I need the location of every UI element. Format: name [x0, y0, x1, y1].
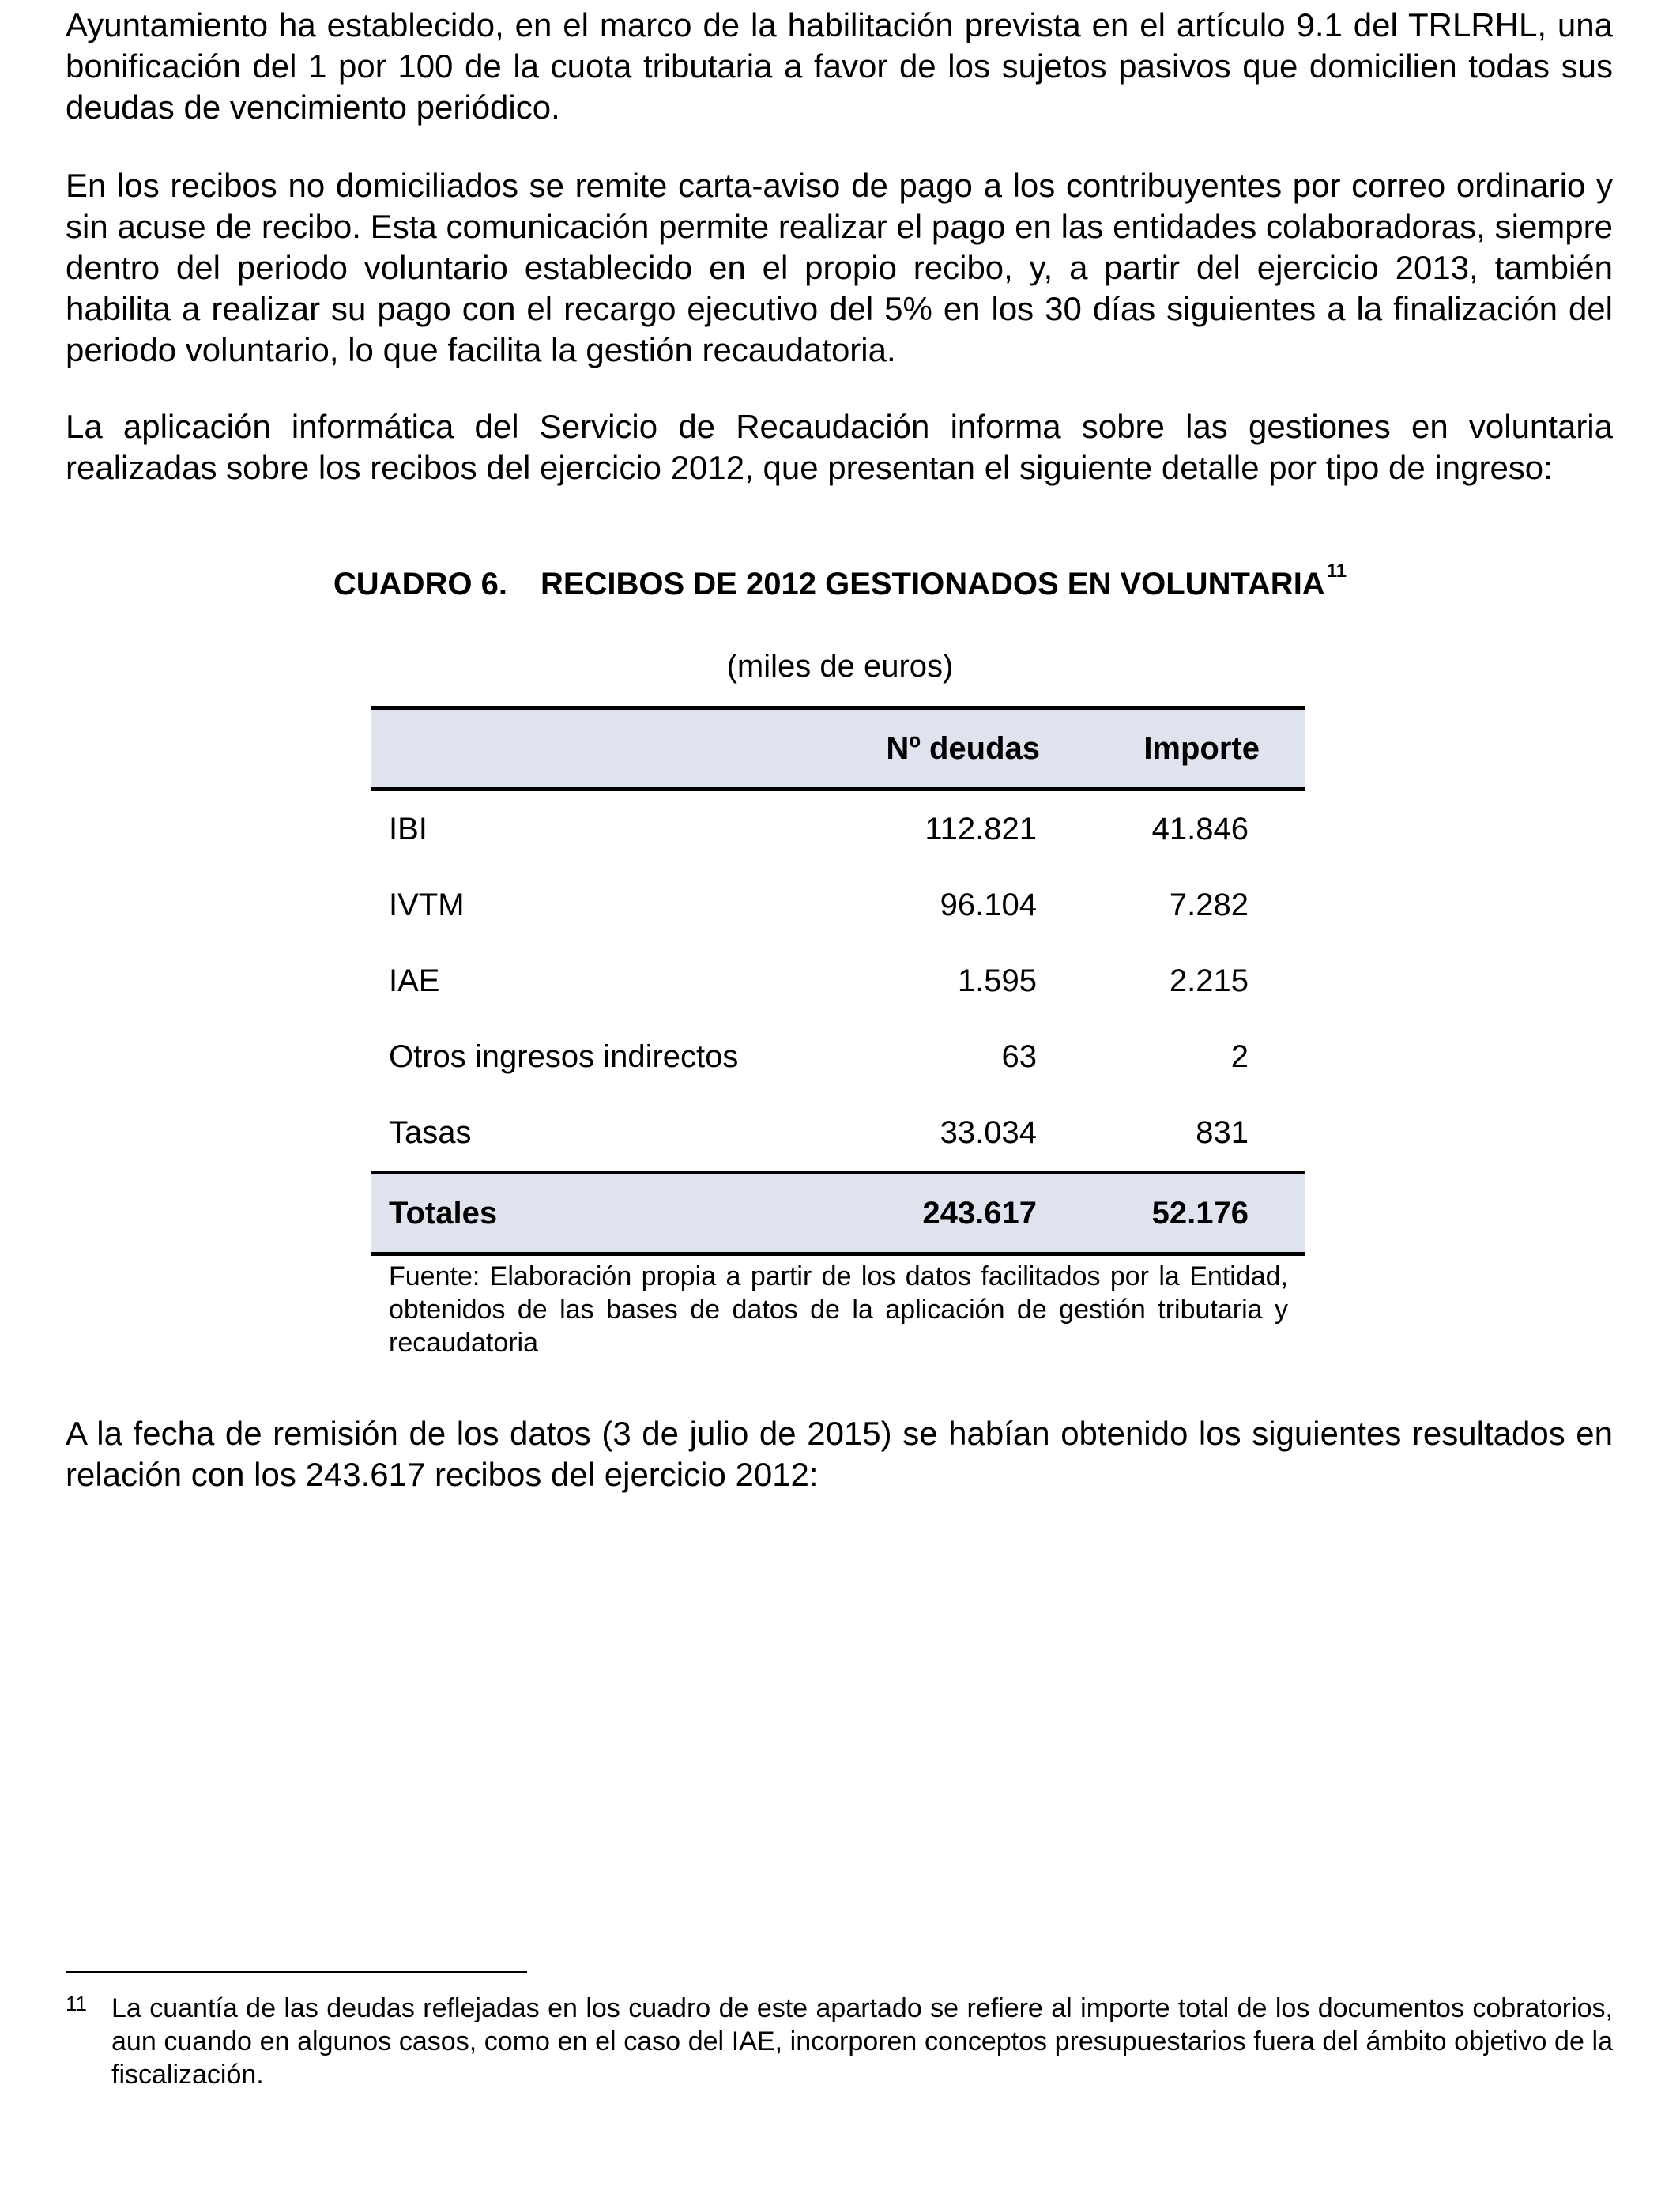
row-amount: 2.215 — [1169, 963, 1249, 998]
row-count: 96.104 — [940, 887, 1037, 922]
footnote-text: La cuantía de las deudas reflejadas en los cuadro de este apartado se refiere al importe total de los documentos cobratorios, aun cuando en algunos casos, como en el caso del IAE, incorporen conceptos presupuestarios fuera del ámbito objetivo de la fiscalización. — [111, 1993, 1613, 2090]
header-label — [371, 708, 879, 790]
table-row — [371, 1095, 1305, 1173]
table-number: CUADRO 6. — [333, 567, 507, 601]
row-amount: 831 — [1196, 1114, 1249, 1150]
table-row — [371, 1019, 1305, 1095]
total-amount: 52.176 — [1151, 1195, 1249, 1231]
row-label: Tasas — [389, 1114, 472, 1150]
total-label: Totales — [389, 1195, 498, 1231]
paragraph-bonificacion: Ayuntamiento ha establecido, en el marco de la habilitación prevista en el artículo 9.1 del TRLRHL, una bonificación del 1 por 100 de la cuota tributaria a favor de los sujetos pasivos que domicilien todas sus deudas de vencimiento periódico. — [66, 6, 1613, 126]
table-row — [371, 790, 1305, 868]
table-row — [371, 943, 1305, 1019]
row-amount: 7.282 — [1169, 887, 1249, 922]
table-header-row — [371, 708, 1305, 790]
table-footnote-ref[interactable]: 11 — [1326, 560, 1347, 582]
paragraph-resultados: A la fecha de remisión de los datos (3 de julio de 2015) se habían obtenido los siguientes resultados en relación con los 243.617 recibos del ejercicio 2012: — [66, 1415, 1613, 1493]
table-source-note: Fuente: Elaboración propia a partir de los datos facilitados por la Entidad, obtenidos de las bases de datos de la aplicación de gestión tributaria y recaudatoria — [389, 1261, 1288, 1358]
table-unit: (miles de euros) — [726, 649, 954, 684]
footnote-mark: 11 — [66, 1992, 87, 2015]
footnote — [66, 1992, 1613, 2091]
table-row — [371, 867, 1305, 943]
table-total-row — [371, 1173, 1305, 1254]
header-amount: Importe — [1143, 730, 1260, 766]
table-title-text: RECIBOS DE 2012 GESTIONADOS EN VOLUNTARIA — [540, 567, 1325, 601]
row-label: IVTM — [389, 887, 465, 922]
row-label: IBI — [389, 811, 428, 846]
row-count: 63 — [1001, 1039, 1037, 1074]
row-count: 112.821 — [925, 811, 1037, 846]
row-count: 33.034 — [940, 1114, 1037, 1150]
row-label: Otros ingresos indirectos — [389, 1039, 739, 1074]
footnote-divider — [66, 1971, 527, 1973]
table-title — [0, 560, 1680, 604]
total-count: 243.617 — [922, 1195, 1037, 1231]
row-amount: 2 — [1230, 1039, 1249, 1074]
row-label: IAE — [389, 963, 440, 998]
recibos-table — [371, 706, 1305, 1256]
paragraph-recibos-no-domiciliados: En los recibos no domiciliados se remite carta-aviso de pago a los contribuyentes por correo ordinario y sin acuse de recibo. Esta comunicación permite realizar el pago en las entidades colaboradoras, siempre dentro del periodo voluntario establecido en el propio recibo, y, a partir del ejercicio 2013, también habilita a realizar su pago con el recargo ejecutivo del 5% en los 30 días siguientes a la finalización del periodo voluntario, lo que facilita la gestión recaudatoria. — [66, 167, 1613, 368]
row-count: 1.595 — [957, 963, 1037, 998]
paragraph-aplicacion-informatica: La aplicación informática del Servicio de Recaudación informa sobre las gestiones en voluntaria realizadas sobre los recibos del ejercicio 2012, que presentan el siguiente detalle por tipo de ingreso: — [66, 408, 1613, 486]
header-count: Nº deudas — [886, 730, 1040, 766]
row-amount: 41.846 — [1151, 811, 1249, 846]
